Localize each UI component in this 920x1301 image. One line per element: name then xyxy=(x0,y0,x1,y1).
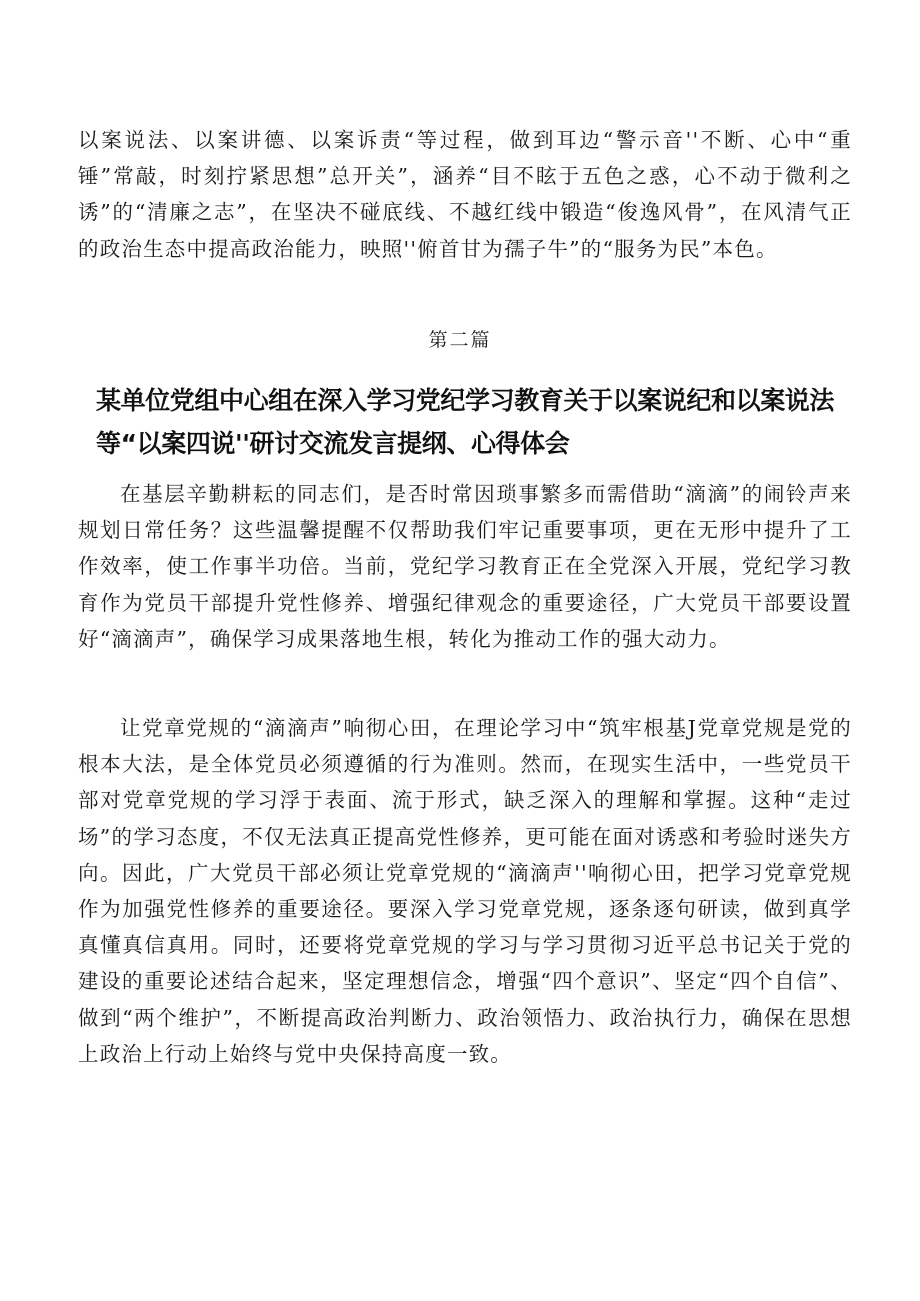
section-label: 第二篇 xyxy=(428,329,492,351)
document-title: 某单位党组中心组在深入学习党纪学习教育关于以案说纪和以案说法等“以案四说''研讨交流发言提纲、心得体会 xyxy=(96,386,835,458)
intro-paragraph: 以案说法、以案讲德、以案诉责“等过程，做到耳边“警示音''不断、心中“重锤”常敲，时刻拧紧思想”总开关”，涵养“目不眩于五色之惑，心不动于微利之诱”的“清廉之志”，在坚决不碰底线、不越红线中锻造“俊逸风骨”，在风清气正的政治生态中提高政治能力，映照''俯首甘为孺子牛”的“服务为民”本色。 xyxy=(78,128,852,261)
body-paragraph-2: 让党章党规的“滴滴声”响彻心田，在理论学习中“筑牢根基J党章党规是党的根本大法，是全体党员必须遵循的行为准则。然而，在现实生活中，一些党员干部对党章党规的学习浮于表面、流于形式，缺乏深入的理解和掌握。这种“走过场”的学习态度，不仅无法真正提高党性修养，更可能在面对诱惑和考验时迷失方向。因此，广大党员干部必须让党章党规的“滴滴声''响彻心田，把学习党章党规作为加强党性修养的重要途径。要深入学习党章党规，逐条逐句研读，做到真学真懂真信真用。同时，还要将党章党规的学习与学习贯彻习近平总书记关于党的建设的重要论述结合起来，坚定理想信念，增强“四个意识”、坚定“四个自信”、做到“两个维护”，不断提高政治判断力、政治领悟力、政治执行力，确保在思想上政治上行动上始终与党中央保持高度一致。 xyxy=(78,716,852,1066)
body-paragraph-1: 在基层辛勤耕耘的同志们，是否时常因琐事繁多而需借助“滴滴”的闹铃声来规划日常任务？这些温馨提醒不仅帮助我们牢记重要事项，更在无形中提升了工作效率，使工作事半功倍。当前，党纪学习教育正在全党深入开展，党纪学习教育作为党员干部提升党性修养、增强纪律观念的重要途径，广大党员干部要设置好“滴滴声”，确保学习成果落地生根，转化为推动工作的强大动力。 xyxy=(78,482,852,651)
